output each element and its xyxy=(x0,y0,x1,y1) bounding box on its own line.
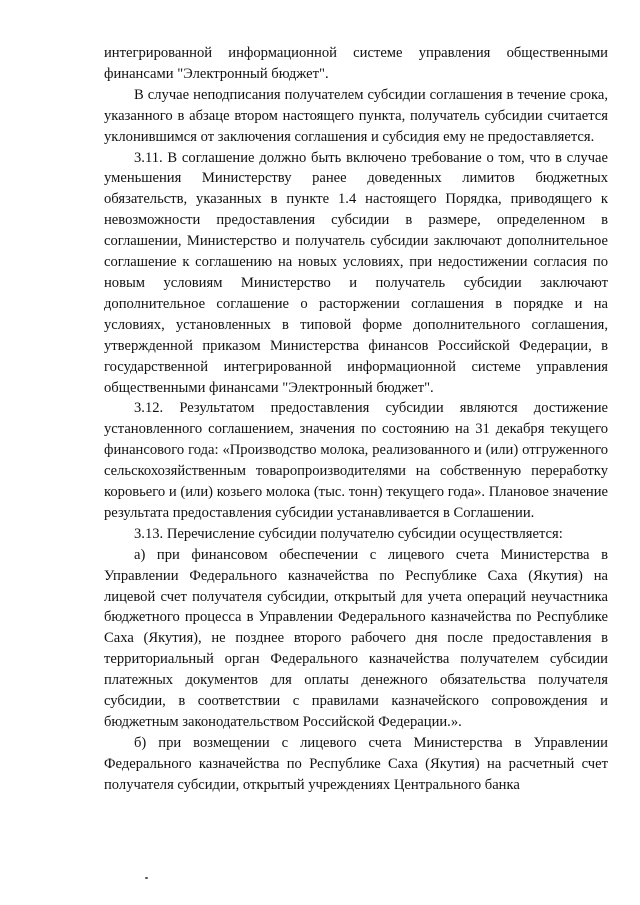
paragraph-3-13-b: б) при возмещении с лицевого счета Министерства в Управлении Федерального казначейства по Республике Саха (Якутия) на расчетный счет получателя субсидии, открытый учреждениях Центрального банка xyxy=(104,734,608,793)
paragraph-3-11: 3.11. В соглашение должно быть включено требование о том, что в случае уменьшения Министерству ранее доведенных лимитов бюджетных обязательств, указанных в пункте 1.4 настоящего Порядка, приводящего к невозможности предоставления субсидии в размере, определенном в соглашении, Министерство и получатель субсидии заключают дополнительное соглашение к соглашению на новых условиях, при недостижении согласия по новым условиям Министерство и получатель субсидии заключают дополнительное соглашение о расторжении соглашения в порядке и на условиях, установленных в типовой форме дополнительного соглашения, утвержденной приказом Министерства финансов Российской Федерации, в государственной интегрированной информационной системе управления общественными финансами "Электронный бюджет". xyxy=(104,149,608,396)
scan-speck xyxy=(145,877,148,879)
paragraph-3-12: 3.12. Результатом предоставления субсидии являются достижение установленного соглашением, значения по состоянию на 31 декабря текущего финансового года: «Производство молока, реализованного и (или) отгруженного сельскохозяйственным товаропроизводителями на собственную переработку коровьего и (или) козьего молока (тыс. тонн) текущего года». Плановое значение результата предоставления субсидии устанавливается в Соглашении. xyxy=(104,400,608,521)
paragraph-3-13: 3.13. Перечисление субсидии получателю субсидии осуществляется: xyxy=(134,525,563,542)
paragraph-non-signing: В случае неподписания получателем субсидии соглашения в течение срока, указанного в абзаце втором настоящего пункта, получатель субсидии считается уклонившимся от заключения соглашения и субсидия ему не предоставляется. xyxy=(104,86,608,145)
paragraph-3-13-a: а) при финансовом обеспечении с лицевого счета Министерства в Управлении Федерального казначейства по Республике Саха (Якутия) на лицевой счет получателя субсидии, открытый для учета операций неучастника бюджетного процесса в Управлении Федерального казначейства по Республике Саха (Якутия), не позднее второго рабочего дня после предоставления в территориальный орган Федерального казначейства получателем субсидии платежных документов для оплаты денежного обязательства получателя субсидии, в соответствии с правилами казначейского сопровождения и бюджетным законодательством Российской Федерации.». xyxy=(104,546,608,730)
document-body xyxy=(104,43,608,796)
paragraph-continuation: интегрированной информационной системе управления общественными финансами "Электронный бюджет". xyxy=(104,45,608,82)
